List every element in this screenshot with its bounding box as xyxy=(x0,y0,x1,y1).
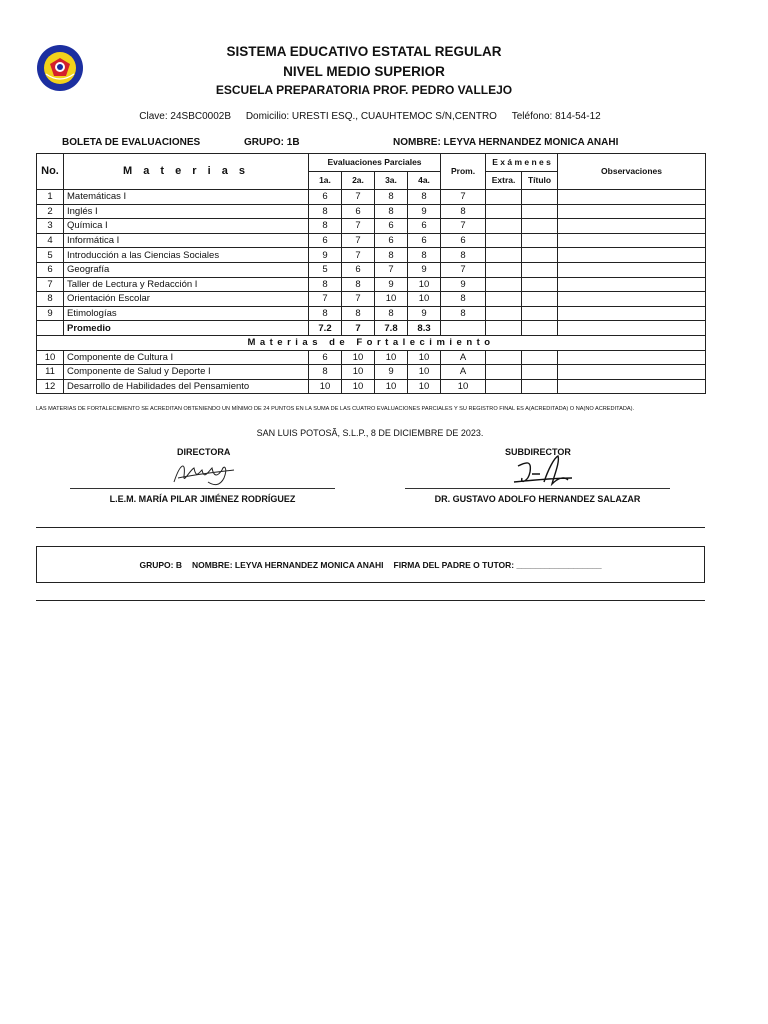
row-p4: 6 xyxy=(408,233,441,248)
col-parciales: Evaluaciones Parciales xyxy=(309,154,441,172)
row-materia: Orientación Escolar xyxy=(64,292,309,307)
row-observaciones xyxy=(558,306,706,321)
row-p3: 9 xyxy=(375,365,408,380)
row-no: 9 xyxy=(37,306,64,321)
row-prom: 7 xyxy=(441,190,486,205)
row-p1: 8 xyxy=(309,204,342,219)
row-prom: 8 xyxy=(441,248,486,263)
row-p4: 9 xyxy=(408,262,441,277)
row-p2: 7 xyxy=(342,248,375,263)
row-materia: Desarrollo de Habilidades del Pensamiento xyxy=(64,379,309,394)
domicilio: Domicilio: URESTI ESQ., CUAUHTEMOC S/N,CENTRO xyxy=(245,111,497,122)
row-titulo xyxy=(522,219,558,234)
row-p2: 10 xyxy=(342,350,375,365)
student-name: NOMBRE: LEYVA HERNANDEZ MONICA ANAHI xyxy=(393,137,619,148)
row-prom: 8 xyxy=(441,292,486,307)
row-p1: 8 xyxy=(309,277,342,292)
telefono: Teléfono: 814-54-12 xyxy=(511,111,601,122)
table-row xyxy=(37,219,706,234)
row-materia: Taller de Lectura y Redacción I xyxy=(64,277,309,292)
row-p2: 7 xyxy=(342,219,375,234)
row-prom: A xyxy=(441,365,486,380)
row-observaciones xyxy=(558,277,706,292)
row-prom: 7 xyxy=(441,219,486,234)
row-p1: 10 xyxy=(309,379,342,394)
row-titulo xyxy=(522,379,558,394)
row-observaciones xyxy=(558,350,706,365)
row-observaciones xyxy=(558,262,706,277)
row-p2: 6 xyxy=(342,204,375,219)
header-line-1: SISTEMA EDUCATIVO ESTATAL REGULAR xyxy=(226,44,502,59)
return-slip xyxy=(36,546,705,583)
col-extra: Extra. xyxy=(486,172,522,190)
slip-grupo: GRUPO: B xyxy=(139,559,182,570)
row-materia: Informática I xyxy=(64,233,309,248)
row-titulo xyxy=(522,233,558,248)
row-extra xyxy=(486,277,522,292)
right-signature-line xyxy=(405,488,670,489)
table-row xyxy=(37,306,706,321)
table-row xyxy=(37,248,706,263)
row-extra xyxy=(486,262,522,277)
col-titulo: Título xyxy=(522,172,558,190)
row-no: 5 xyxy=(37,248,64,263)
right-signer-role: SUBDIRECTOR xyxy=(505,447,571,457)
row-p4: 10 xyxy=(408,292,441,307)
row-materia: Etimologías xyxy=(64,306,309,321)
row-observaciones xyxy=(558,204,706,219)
row-p1: 6 xyxy=(309,233,342,248)
promedio-p3: 7.8 xyxy=(375,321,408,336)
section-row xyxy=(37,335,706,350)
row-prom: 7 xyxy=(441,262,486,277)
row-p4: 10 xyxy=(408,277,441,292)
table-row xyxy=(37,190,706,205)
row-p2: 10 xyxy=(342,365,375,380)
row-p4: 8 xyxy=(408,248,441,263)
row-titulo xyxy=(522,306,558,321)
row-p4: 9 xyxy=(408,204,441,219)
place-date: SAN LUIS POTOSÃ, S.L.P., 8 DE DICIEMBRE DE 2023. xyxy=(256,428,484,438)
table-row xyxy=(37,292,706,307)
promedio-row xyxy=(37,321,706,336)
row-extra xyxy=(486,190,522,205)
school-info xyxy=(0,111,740,122)
header-line-2: NIVEL MEDIO SUPERIOR xyxy=(283,64,445,79)
row-titulo xyxy=(522,248,558,263)
row-materia: Introducción a las Ciencias Sociales xyxy=(64,248,309,263)
row-titulo xyxy=(522,190,558,205)
row-no: 11 xyxy=(37,365,64,380)
row-p2: 6 xyxy=(342,262,375,277)
row-extra xyxy=(486,350,522,365)
row-no: 7 xyxy=(37,277,64,292)
row-no: 10 xyxy=(37,350,64,365)
row-p1: 8 xyxy=(309,365,342,380)
row-extra xyxy=(486,219,522,234)
row-p3: 8 xyxy=(375,190,408,205)
school-name: ESCUELA PREPARATORIA PROF. PEDRO VALLEJO xyxy=(215,83,513,97)
row-p4: 6 xyxy=(408,219,441,234)
row-titulo xyxy=(522,350,558,365)
row-extra xyxy=(486,379,522,394)
row-prom: 10 xyxy=(441,379,486,394)
row-p1: 9 xyxy=(309,248,342,263)
row-p3: 6 xyxy=(375,233,408,248)
row-p3: 6 xyxy=(375,219,408,234)
col-prom: Prom. xyxy=(441,154,486,190)
table-row xyxy=(37,379,706,394)
slip-firma: FIRMA DEL PADRE O TUTOR: __________________ xyxy=(393,559,602,570)
row-extra xyxy=(486,292,522,307)
row-no: 1 xyxy=(37,190,64,205)
grades-table xyxy=(36,153,706,394)
row-p1: 8 xyxy=(309,219,342,234)
left-signer-name: L.E.M. MARÍA PILAR JIMÉNEZ RODRÍGUEZ xyxy=(109,494,296,504)
col-p2: 2a. xyxy=(342,172,375,190)
promedio-p2: 7 xyxy=(342,321,375,336)
promedio-label: Promedio xyxy=(64,321,309,336)
row-titulo xyxy=(522,292,558,307)
col-examenes: E x á m e n e s xyxy=(486,154,558,172)
row-titulo xyxy=(522,204,558,219)
table-row xyxy=(37,204,706,219)
table-row xyxy=(37,365,706,380)
row-p3: 7 xyxy=(375,262,408,277)
row-no: 6 xyxy=(37,262,64,277)
row-no: 8 xyxy=(37,292,64,307)
row-p3: 9 xyxy=(375,277,408,292)
row-observaciones xyxy=(558,233,706,248)
left-signature-line xyxy=(70,488,335,489)
row-extra xyxy=(486,233,522,248)
row-p4: 10 xyxy=(408,379,441,394)
table-row xyxy=(37,262,706,277)
row-materia: Componente de Cultura I xyxy=(64,350,309,365)
row-observaciones xyxy=(558,248,706,263)
divider-top xyxy=(36,527,705,528)
row-p1: 7 xyxy=(309,292,342,307)
row-observaciones xyxy=(558,379,706,394)
left-signer-role: DIRECTORA xyxy=(177,447,231,457)
table-row xyxy=(37,277,706,292)
row-p3: 8 xyxy=(375,204,408,219)
row-no: 2 xyxy=(37,204,64,219)
row-p1: 6 xyxy=(309,190,342,205)
row-no: 4 xyxy=(37,233,64,248)
row-p4: 9 xyxy=(408,306,441,321)
col-materias: M a t e r i a s xyxy=(64,154,309,190)
clave: Clave: 24SBC0002B xyxy=(139,111,232,122)
table-row xyxy=(37,233,706,248)
divider-bottom xyxy=(36,600,705,601)
row-extra xyxy=(486,365,522,380)
row-p4: 8 xyxy=(408,190,441,205)
promedio-p4: 8.3 xyxy=(408,321,441,336)
row-titulo xyxy=(522,277,558,292)
col-p1: 1a. xyxy=(309,172,342,190)
row-p3: 8 xyxy=(375,306,408,321)
row-titulo xyxy=(522,365,558,380)
row-p1: 8 xyxy=(309,306,342,321)
row-prom: 9 xyxy=(441,277,486,292)
row-prom: 8 xyxy=(441,306,486,321)
row-p3: 8 xyxy=(375,248,408,263)
row-p4: 10 xyxy=(408,365,441,380)
row-prom: 8 xyxy=(441,204,486,219)
grupo-label: GRUPO: 1B xyxy=(244,137,300,148)
row-materia: Inglés I xyxy=(64,204,309,219)
row-extra xyxy=(486,204,522,219)
row-observaciones xyxy=(558,365,706,380)
row-observaciones xyxy=(558,219,706,234)
row-p3: 10 xyxy=(375,292,408,307)
row-materia: Matemáticas I xyxy=(64,190,309,205)
col-p3: 3a. xyxy=(375,172,408,190)
section-fortalecimiento: Materias de Fortalecimiento xyxy=(37,335,706,350)
row-p2: 8 xyxy=(342,277,375,292)
row-extra xyxy=(486,248,522,263)
col-p4: 4a. xyxy=(408,172,441,190)
row-observaciones xyxy=(558,190,706,205)
row-p4: 10 xyxy=(408,350,441,365)
doc-title: BOLETA DE EVALUACIONES xyxy=(62,137,201,148)
row-p2: 7 xyxy=(342,190,375,205)
row-p2: 7 xyxy=(342,292,375,307)
row-p2: 10 xyxy=(342,379,375,394)
row-prom: 6 xyxy=(441,233,486,248)
right-signature-icon xyxy=(510,452,576,490)
row-extra xyxy=(486,306,522,321)
row-materia: Componente de Salud y Deporte I xyxy=(64,365,309,380)
row-p3: 10 xyxy=(375,379,408,394)
row-p3: 10 xyxy=(375,350,408,365)
row-materia: Química I xyxy=(64,219,309,234)
right-signer-name: DR. GUSTAVO ADOLFO HERNANDEZ SALAZAR xyxy=(434,494,641,504)
row-p1: 5 xyxy=(309,262,342,277)
slip-nombre: NOMBRE: LEYVA HERNANDEZ MONICA ANAHI xyxy=(191,559,384,570)
row-p2: 7 xyxy=(342,233,375,248)
row-materia: Geografía xyxy=(64,262,309,277)
row-no: 12 xyxy=(37,379,64,394)
col-observaciones: Observaciones xyxy=(558,154,706,190)
left-signature-icon xyxy=(168,456,238,490)
row-p1: 6 xyxy=(309,350,342,365)
row-p2: 8 xyxy=(342,306,375,321)
row-prom: A xyxy=(441,350,486,365)
col-no: No. xyxy=(37,154,64,190)
promedio-p1: 7.2 xyxy=(309,321,342,336)
row-no: 3 xyxy=(37,219,64,234)
row-titulo xyxy=(522,262,558,277)
footnote: LAS MATERIAS DE FORTALECIMIENTO SE ACREDITAN OBTENIENDO UN MÍNIMO DE 24 PUNTOS EN LA SUMA DE LAS CUATRO EVALUACIONES PARCIALES Y SU REGISTRO FINAL ES A(ACREDITADA) O NA(NO ACREDITADA). xyxy=(36,406,635,412)
table-row xyxy=(37,350,706,365)
row-observaciones xyxy=(558,292,706,307)
